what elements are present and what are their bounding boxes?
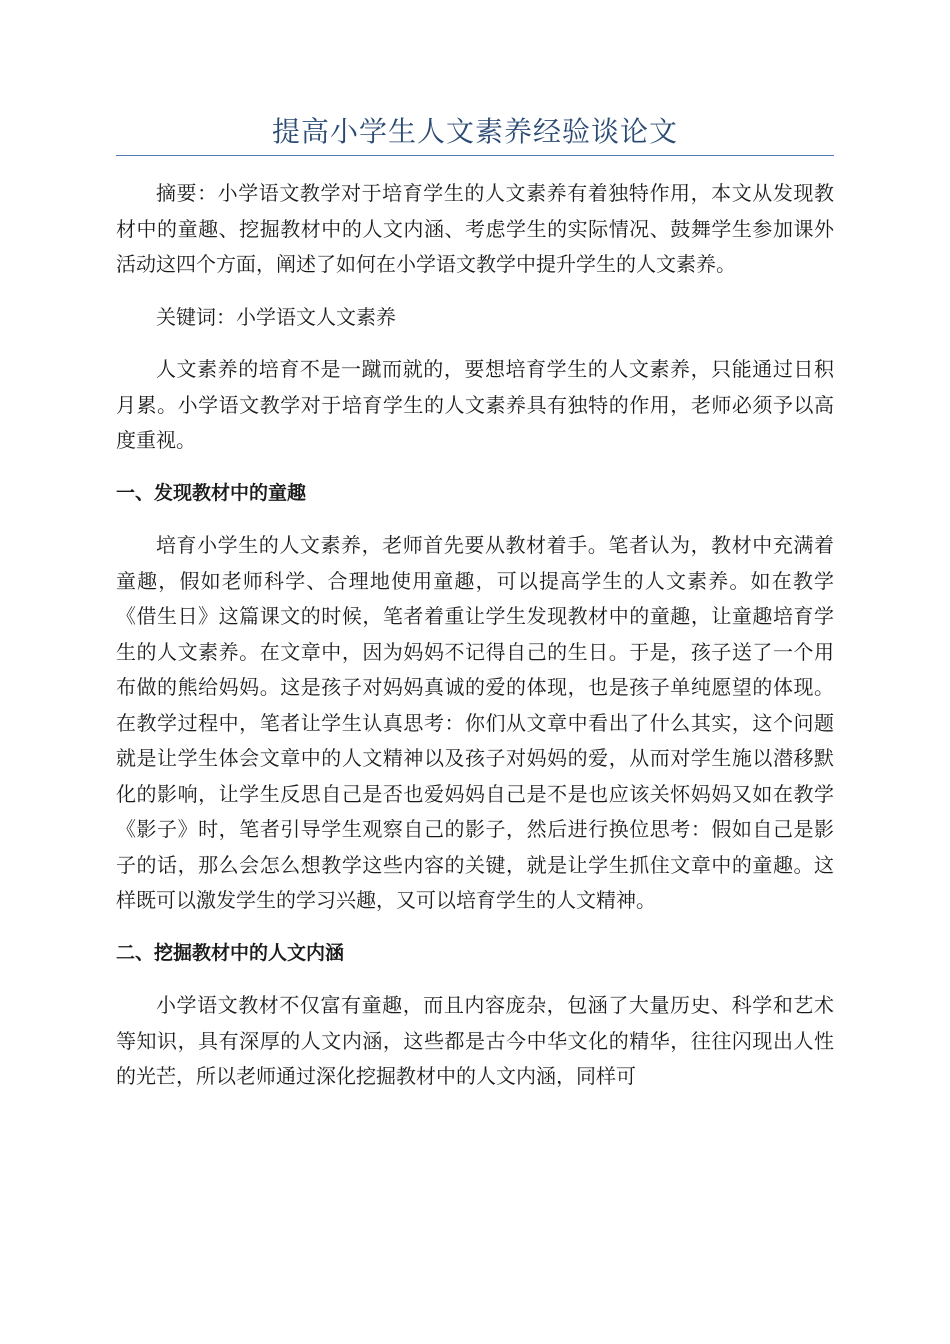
abstract-paragraph: 摘要：小学语文教学对于培育学生的人文素养有着独特作用，本文从发现教材中的童趣、挖掘教材中的人文内涵、考虑学生的实际情况、鼓舞学生参加课外活动这四个方面，阐述了如何在小学语文教学中提升学生的人文素养。 xyxy=(116,181,834,276)
section-heading-2: 二、挖掘教材中的人文内涵 xyxy=(116,941,345,964)
keywords-paragraph: 关键词：小学语文人文素养 xyxy=(156,304,396,329)
document-body xyxy=(116,176,834,1112)
intro-paragraph: 人文素养的培育不是一蹴而就的，要想培育学生的人文素养，只能通过日积月累。小学语文教学对于培育学生的人文素养具有独特的作用，老师必须予以高度重视。 xyxy=(116,357,834,452)
section-2-paragraph: 小学语文教材不仅富有童趣，而且内容庞杂，包涵了大量历史、科学和艺术等知识，具有深厚的人文内涵，这些都是古今中华文化的精华，往往闪现出人性的光芒，所以老师通过深化挖掘教材中的人文内涵，同样可 xyxy=(116,993,834,1088)
section-1-paragraph: 培育小学生的人文素养，老师首先要从教材着手。笔者认为，教材中充满着童趣，假如老师科学、合理地使用童趣，可以提高学生的人文素养。如在教学《借生日》这篇课文的时候，笔者着重让学生发现教材中的童趣，让童趣培育学生的人文素养。在文章中，因为妈妈不记得自己的生日。于是，孩子送了一个用布做的熊给妈妈。这是孩子对妈妈真诚的爱的体现，也是孩子单纯愿望的体现。在教学过程中，笔者让学生认真思考：你们从文章中看出了什么其实，这个问题就是让学生体会文章中的人文精神以及孩子对妈妈的爱，从而对学生施以潜移默化的影响，让学生反思自己是否也爱妈妈自己是不是也应该关怀妈妈又如在教学《影子》时，笔者引导学生观察自己的影子，然后进行换位思考：假如自己是影子的话，那么会怎么想教学这些内容的关键，就是让学生抓住文章中的童趣。这样既可以激发学生的学习兴趣，又可以培育学生的人文精神。 xyxy=(116,533,834,912)
section-heading-1: 一、发现教材中的童趣 xyxy=(116,481,307,504)
document-title: 提高小学生人文素养经验谈论文 xyxy=(271,115,678,148)
title-underline xyxy=(116,155,834,156)
